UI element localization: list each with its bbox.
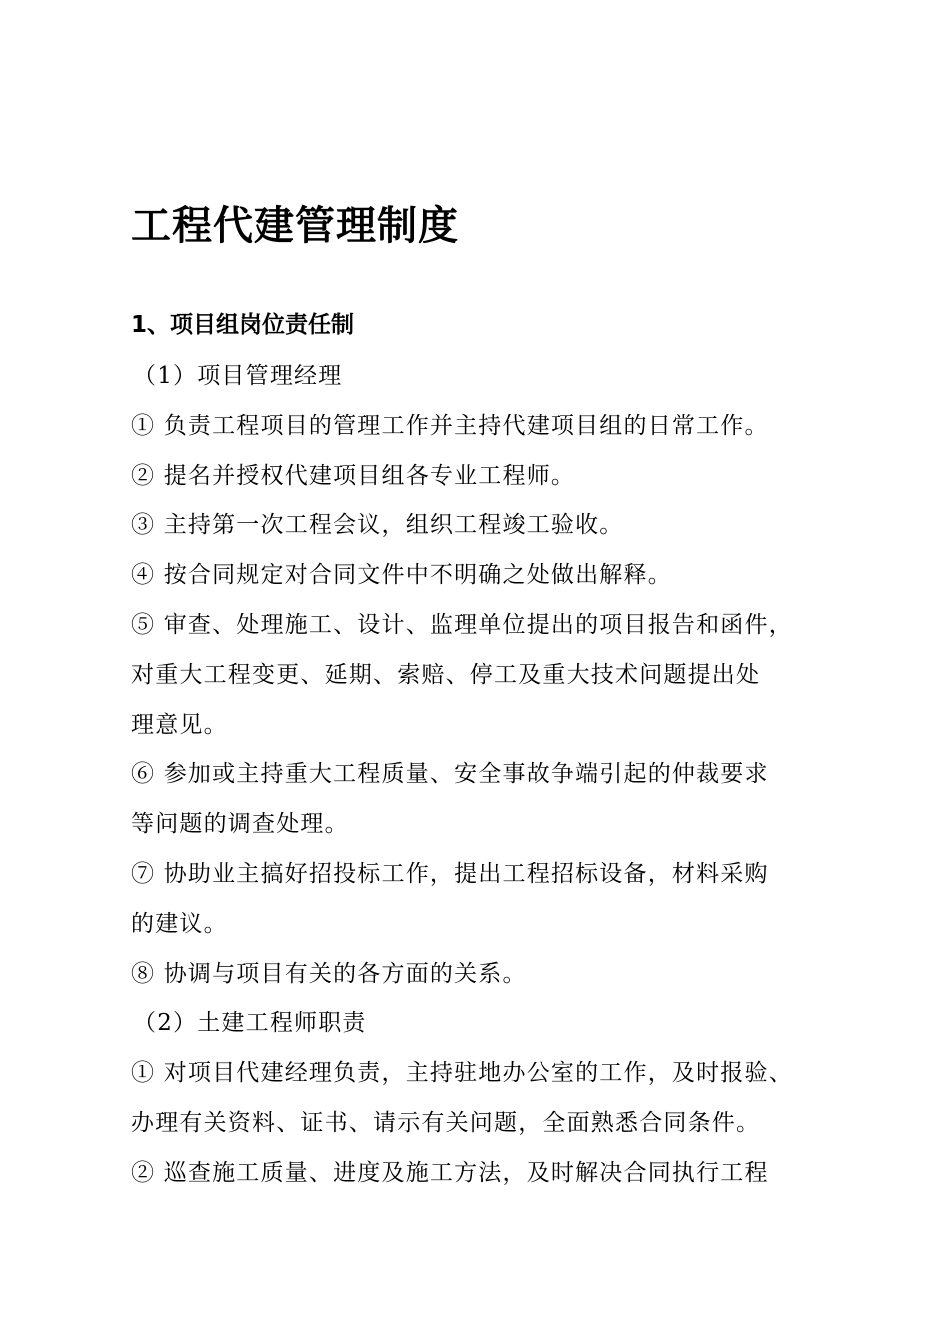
subsection-heading-manager: （1）项目管理经理 (133, 363, 343, 389)
document-body (131, 352, 831, 1199)
paragraph-line: ② 提名并授权代建项目组各专业工程师。 (131, 462, 576, 489)
paragraph-line: 理意见。 (131, 711, 228, 738)
section-heading: 1、项目组岗位责任制 (131, 312, 355, 338)
paragraph-line: ② 巡查施工质量、进度及施工方法，及时解决合同执行工程 (131, 1159, 769, 1186)
paragraph-line: 办理有关资料、证书、请示有关问题，全面熟悉合同条件。 (131, 1109, 761, 1136)
paragraph-line: ① 对项目代建经理负责，主持驻地办公室的工作，及时报验、 (131, 1060, 793, 1087)
document-title: 工程代建管理制度 (131, 203, 459, 249)
paragraph-line: ⑥ 参加或主持重大工程质量、安全事故争端引起的仲裁要求 (131, 761, 769, 788)
paragraph-line: ③ 主持第一次工程会议，组织工程竣工验收。 (131, 512, 624, 539)
paragraph-line: 等问题的调查处理。 (131, 811, 349, 838)
paragraph-line: ④ 按合同规定对合同文件中不明确之处做出解释。 (131, 562, 672, 589)
paragraph-line: ⑧ 协调与项目有关的各方面的关系。 (131, 960, 527, 987)
paragraph-line: ⑦ 协助业主搞好招投标工作，提出工程招标设备，材料采购 (131, 860, 769, 887)
paragraph-line: ⑤ 审查、处理施工、设计、监理单位提出的项目报告和函件， (131, 611, 793, 638)
subsection-heading-civil-engineer: （2）土建工程师职责 (133, 1010, 367, 1037)
paragraph-line: 对重大工程变更、延期、索赔、停工及重大技术问题提出处 (131, 661, 761, 688)
paragraph-line: ① 负责工程项目的管理工作并主持代建项目组的日常工作。 (131, 412, 769, 439)
paragraph-line: 的建议。 (131, 910, 228, 937)
